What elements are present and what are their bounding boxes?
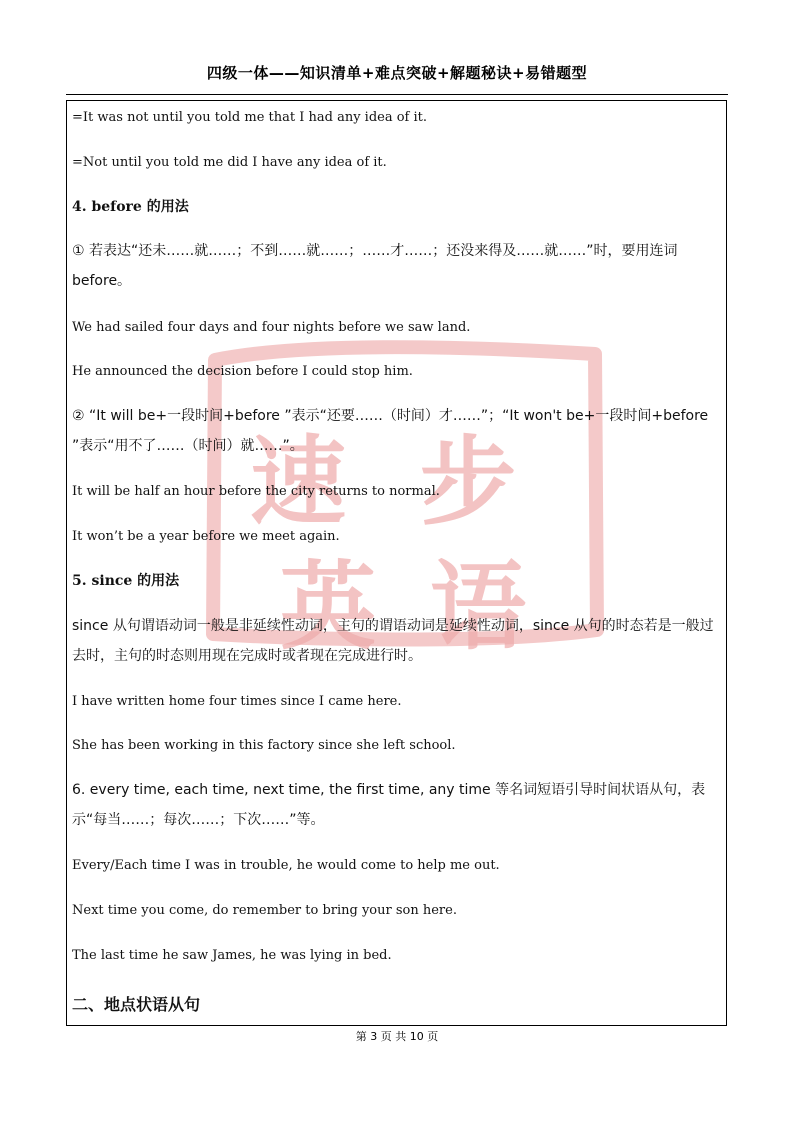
example-sentence: Next time you come, do remember to bring your son here. xyxy=(72,903,457,918)
example-sentence: It won’t be a year before we meet again. xyxy=(72,529,340,544)
heading-since-usage: 5. since 的用法 xyxy=(72,573,180,589)
page-number: 第 3 页 共 10 页 xyxy=(355,1030,439,1043)
text-line: =It was not until you told me that I had any idea of it. xyxy=(72,110,428,125)
paragraph-before-rule-1: ① 若表达“还未……就……；不到……就……；……才……；还没来得及……就……”时，要用连词 before。 xyxy=(72,243,678,289)
seal-char-4: 语 xyxy=(430,551,526,660)
seal-char-1: 速 xyxy=(250,426,346,538)
example-sentence: We had sailed four days and four nights before we saw land. xyxy=(72,320,471,335)
example-sentence: It will be half an hour before the city returns to normal. xyxy=(72,484,440,499)
page-header-title: 四级一体——知识清单+难点突破+解题秘诀+易错题型 xyxy=(206,64,588,82)
example-sentence: I have written home four times since I came here. xyxy=(72,694,402,709)
seal-char-2: 步 xyxy=(420,426,516,538)
paragraph-since-rule: since 从句谓语动词一般是非延续性动词，主句的谓语动词是延续性动词，since 从句的时态若是一般过去时，主句的时态则用现在完成时或者现在完成进行时。 xyxy=(72,618,714,664)
heading-before-usage: 4. before 的用法 xyxy=(72,199,189,215)
example-sentence: He announced the decision before I could stop him. xyxy=(72,364,413,379)
header-rule xyxy=(66,94,728,95)
section-heading-place-clause: 二、地点状语从句 xyxy=(72,995,201,1014)
text-line: =Not until you told me did I have any idea of it. xyxy=(72,155,387,170)
example-sentence: The last time he saw James, he was lying in bed. xyxy=(72,948,392,963)
paragraph-every-time-rule: 6. every time, each time, next time, the first time, any time 等名词短语引导时间状语从句，表示“每当……；每次……；下次……”等。 xyxy=(72,782,706,828)
example-sentence: She has been working in this factory since she left school. xyxy=(72,738,456,753)
paragraph-before-rule-2: ② “It will be+一段时间+before ”表示“还要……（时间）才……”；“It won't be+一段时间+before ”表示“用不了……（时间）就……”。 xyxy=(72,408,709,454)
seal-char-3: 英 xyxy=(280,551,376,660)
example-sentence: Every/Each time I was in trouble, he would come to help me out. xyxy=(72,858,500,873)
